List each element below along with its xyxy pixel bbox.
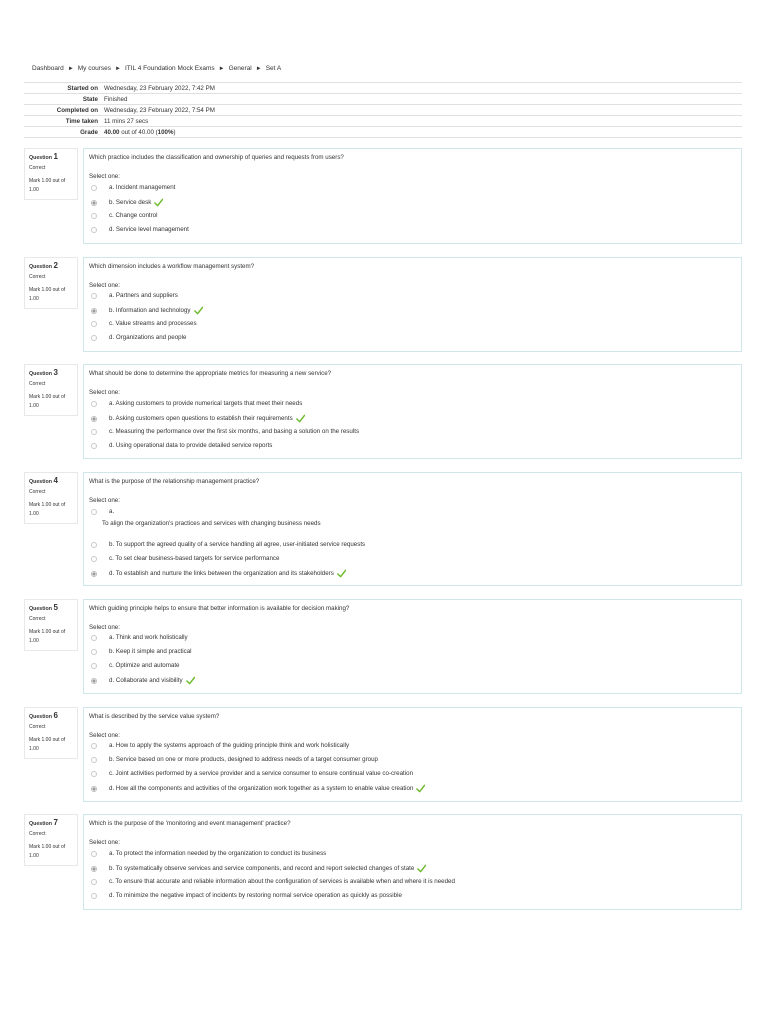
question-content xyxy=(83,599,742,694)
breadcrumb xyxy=(32,65,281,72)
question-num: 2 xyxy=(53,261,58,270)
answer-option[interactable] xyxy=(91,400,302,407)
answer-label: a. xyxy=(109,508,115,515)
answer-label: c. To ensure that accurate and reliable information about the configuration of services is available when and where it is needed xyxy=(109,878,455,885)
question-text: Which is the purpose of the 'monitoring and event management' practice? xyxy=(89,820,291,827)
question-number xyxy=(29,711,73,720)
radio-selected-icon[interactable] xyxy=(91,416,97,422)
answer-option[interactable] xyxy=(91,676,195,685)
breadcrumb-my-courses[interactable]: My courses xyxy=(77,65,111,72)
radio-icon[interactable] xyxy=(91,401,97,407)
answer-label: c. Value streams and processes xyxy=(109,320,197,327)
question-state: Correct xyxy=(29,724,46,730)
radio-selected-icon[interactable] xyxy=(91,786,97,792)
answer-option[interactable] xyxy=(91,334,186,341)
answer-label: b. To systematically observe services and service components, and record and report selected changes of state xyxy=(109,865,415,872)
question-mark: Mark 1.00 out of 1.00 xyxy=(29,844,66,859)
grade-percent: 100% xyxy=(157,128,174,136)
summary-label: Completed on xyxy=(24,105,101,116)
radio-icon[interactable] xyxy=(91,335,97,341)
radio-icon[interactable] xyxy=(91,556,97,562)
question-state: Correct xyxy=(29,489,46,495)
question-content xyxy=(83,364,742,459)
question-num: 5 xyxy=(53,603,58,612)
question-state: Correct xyxy=(29,274,46,280)
question-number xyxy=(29,368,73,377)
breadcrumb-separator-icon: ► xyxy=(115,66,121,72)
summary-label: Time taken xyxy=(24,116,101,127)
answer-option[interactable] xyxy=(91,414,305,423)
radio-icon[interactable] xyxy=(91,443,97,449)
select-prompt: Select one: xyxy=(89,732,120,739)
question-info xyxy=(24,257,78,309)
grade-close: ) xyxy=(173,128,176,136)
question-number xyxy=(29,261,73,270)
correct-check-icon xyxy=(296,414,305,423)
question-mark: Mark 1.00 out of 1.00 xyxy=(29,287,66,302)
answer-option[interactable] xyxy=(91,306,203,315)
radio-selected-icon[interactable] xyxy=(91,571,97,577)
answer-option[interactable] xyxy=(91,555,279,562)
radio-icon[interactable] xyxy=(91,635,97,641)
question-mark: Mark 1.00 out of 1.00 xyxy=(29,629,66,644)
question-state: Correct xyxy=(29,165,46,171)
summary-row-completed xyxy=(24,105,742,116)
question-mark: Mark 1.00 out of 1.00 xyxy=(29,178,66,193)
question-mark: Mark 1.00 out of 1.00 xyxy=(29,502,66,517)
question-number xyxy=(29,818,73,827)
question-label: Question xyxy=(29,264,52,270)
question-text: Which dimension includes a workflow management system? xyxy=(89,263,255,270)
answer-option[interactable] xyxy=(91,850,326,857)
breadcrumb-dashboard[interactable]: Dashboard xyxy=(32,65,64,72)
answer-label: d. Using operational data to provide detailed service reports xyxy=(109,442,273,449)
radio-icon[interactable] xyxy=(91,227,97,233)
radio-icon[interactable] xyxy=(91,743,97,749)
question-mark: Mark 1.00 out of 1.00 xyxy=(29,737,66,752)
answer-option[interactable] xyxy=(91,442,272,449)
question-state: Correct xyxy=(29,831,46,837)
question-num: 6 xyxy=(53,711,58,720)
answer-label: b. To support the agreed quality of a service handling all agree, user-initiated service requests xyxy=(109,541,366,548)
question-info xyxy=(24,364,78,416)
radio-icon[interactable] xyxy=(91,321,97,327)
radio-icon[interactable] xyxy=(91,429,97,435)
select-prompt: Select one: xyxy=(89,282,120,289)
grade-value xyxy=(101,127,742,138)
radio-icon[interactable] xyxy=(91,893,97,899)
correct-check-icon xyxy=(186,676,195,685)
answer-option[interactable] xyxy=(91,648,192,655)
summary-value: Wednesday, 23 February 2022, 7:42 PM xyxy=(101,83,742,94)
question-content xyxy=(83,148,742,244)
answer-option[interactable] xyxy=(91,320,197,327)
question-info xyxy=(24,472,78,524)
radio-icon[interactable] xyxy=(91,509,97,515)
breadcrumb-section[interactable]: General xyxy=(228,65,252,72)
answer-label: c. To set clear business-based targets for service performance xyxy=(109,555,280,562)
correct-check-icon xyxy=(154,198,163,207)
question-content xyxy=(83,257,742,352)
select-prompt: Select one: xyxy=(89,497,120,504)
answer-option[interactable] xyxy=(91,292,178,299)
select-prompt: Select one: xyxy=(89,624,120,631)
radio-icon[interactable] xyxy=(91,542,97,548)
summary-row-state xyxy=(24,94,742,105)
answer-option[interactable] xyxy=(91,878,455,885)
answer-option[interactable] xyxy=(91,184,175,191)
question-label: Question xyxy=(29,155,52,161)
answer-label: d. Service level management xyxy=(109,226,189,233)
radio-icon[interactable] xyxy=(91,757,97,763)
correct-check-icon xyxy=(417,864,426,873)
answer-option[interactable] xyxy=(91,784,425,793)
radio-selected-icon[interactable] xyxy=(91,308,97,314)
answer-label: b. Service based on one or more products, designed to address needs of a target consumer group xyxy=(109,756,378,763)
summary-value: 11 mins 27 secs xyxy=(101,116,742,127)
question-text: Which practice includes the classification and ownership of queries and requests from users? xyxy=(89,154,344,161)
select-prompt: Select one: xyxy=(89,839,120,846)
radio-icon[interactable] xyxy=(91,213,97,219)
radio-icon[interactable] xyxy=(91,879,97,885)
answer-option[interactable] xyxy=(91,634,188,641)
answer-label: d. How all the components and activities of the organization work together as a system to enable value creation xyxy=(109,785,414,792)
question-content xyxy=(83,472,742,586)
answer-label: c. Joint activities performed by a service provider and a service consumer to ensure continual value co-creation xyxy=(109,770,414,777)
question-text: What should be done to determine the appropriate metrics for measuring a new service? xyxy=(89,370,332,377)
question-text: What is the purpose of the relationship management practice? xyxy=(89,478,260,485)
answer-label: b. Asking customers open questions to establish their requirements xyxy=(109,415,293,422)
select-prompt: Select one: xyxy=(89,389,120,396)
answer-option[interactable] xyxy=(91,864,426,873)
question-state: Correct xyxy=(29,381,46,387)
answer-label: a. Asking customers to provide numerical targets that meet their needs xyxy=(109,400,303,407)
answer-option[interactable] xyxy=(91,770,413,777)
radio-selected-icon[interactable] xyxy=(91,200,97,206)
answer-label: d. To minimize the negative impact of incidents by restoring normal service operation as quickly as possible xyxy=(109,892,402,899)
answer-option[interactable] xyxy=(91,212,158,219)
question-text: Which guiding principle helps to ensure that better information is available for decision making? xyxy=(89,605,350,612)
grade-total: out of 40.00 ( xyxy=(119,128,158,136)
question-number xyxy=(29,603,73,612)
answer-detail: To align the organization's practices and services with changing business needs xyxy=(102,520,321,527)
question-info xyxy=(24,148,78,200)
breadcrumb-separator-icon: ► xyxy=(218,66,225,72)
radio-icon[interactable] xyxy=(91,293,97,299)
question-label: Question xyxy=(29,371,52,377)
question-num: 1 xyxy=(53,152,58,161)
correct-check-icon xyxy=(194,306,203,315)
breadcrumb-separator-icon: ► xyxy=(255,66,262,72)
summary-value: Wednesday, 23 February 2022, 7:54 PM xyxy=(101,105,742,116)
correct-check-icon xyxy=(416,784,425,793)
answer-option[interactable] xyxy=(91,428,359,435)
question-number xyxy=(29,476,73,485)
breadcrumb-quiz[interactable]: Set A xyxy=(265,65,282,72)
question-label: Question xyxy=(29,606,52,612)
summary-value: Finished xyxy=(101,94,742,105)
summary-row-started xyxy=(24,83,742,94)
answer-option[interactable] xyxy=(91,508,114,515)
breadcrumb-course[interactable]: ITIL 4 Foundation Mock Exams xyxy=(124,65,215,72)
question-info xyxy=(24,814,78,866)
radio-icon[interactable] xyxy=(91,771,97,777)
answer-label: c. Optimize and automate xyxy=(109,662,180,669)
grade-score: 40.00 xyxy=(104,128,120,136)
correct-check-icon xyxy=(337,569,346,578)
question-text: What is described by the service value system? xyxy=(89,713,220,720)
summary-label: Grade xyxy=(24,127,101,138)
summary-label: State xyxy=(24,94,101,105)
breadcrumb-separator-icon: ► xyxy=(67,66,74,72)
question-num: 4 xyxy=(53,476,58,485)
radio-selected-icon[interactable] xyxy=(91,678,97,684)
radio-icon[interactable] xyxy=(91,663,97,669)
summary-label: Started on xyxy=(24,83,101,94)
answer-option[interactable] xyxy=(91,742,349,749)
answer-label: d. Organizations and people xyxy=(109,334,187,341)
answer-option[interactable] xyxy=(91,892,402,899)
answer-option[interactable] xyxy=(91,569,346,578)
radio-icon[interactable] xyxy=(91,649,97,655)
question-label: Question xyxy=(29,714,52,720)
radio-icon[interactable] xyxy=(91,185,97,191)
summary-row-grade xyxy=(24,127,742,138)
attempt-summary-table xyxy=(24,82,742,138)
question-content xyxy=(83,814,742,910)
answer-label: d. Collaborate and visibility xyxy=(109,677,183,684)
question-num: 7 xyxy=(53,818,58,827)
question-mark: Mark 1.00 out of 1.00 xyxy=(29,394,66,409)
answer-label: a. Incident management xyxy=(109,184,176,191)
question-state: Correct xyxy=(29,616,46,622)
summary-row-time-taken xyxy=(24,116,742,127)
question-info xyxy=(24,707,78,759)
select-prompt: Select one: xyxy=(89,173,120,180)
question-label: Question xyxy=(29,821,52,827)
question-info xyxy=(24,599,78,651)
question-num: 3 xyxy=(53,368,58,377)
answer-label: c. Change control xyxy=(109,212,158,219)
answer-option[interactable] xyxy=(91,662,180,669)
answer-option[interactable] xyxy=(91,198,163,207)
answer-label: a. Partners and suppliers xyxy=(109,292,178,299)
answer-label: c. Measuring the performance over the first six months, and basing a solution on the results xyxy=(109,428,360,435)
answer-label: a. To protect the information needed by the organization to conduct its business xyxy=(109,850,327,857)
answer-label: a. Think and work holistically xyxy=(109,634,188,641)
answer-label: b. Keep it simple and practical xyxy=(109,648,192,655)
answer-option[interactable] xyxy=(91,541,365,548)
radio-selected-icon[interactable] xyxy=(91,866,97,872)
answer-label: b. Service desk xyxy=(109,199,152,206)
question-content xyxy=(83,707,742,802)
answer-label: b. Information and technology xyxy=(109,307,191,314)
question-label: Question xyxy=(29,479,52,485)
answer-option[interactable] xyxy=(91,756,378,763)
question-number xyxy=(29,152,73,161)
radio-icon[interactable] xyxy=(91,851,97,857)
answer-label: d. To establish and nurture the links between the organization and its stakeholders xyxy=(109,570,334,577)
answer-option[interactable] xyxy=(91,226,189,233)
answer-label: a. How to apply the systems approach of the guiding principle think and work holistically xyxy=(109,742,350,749)
